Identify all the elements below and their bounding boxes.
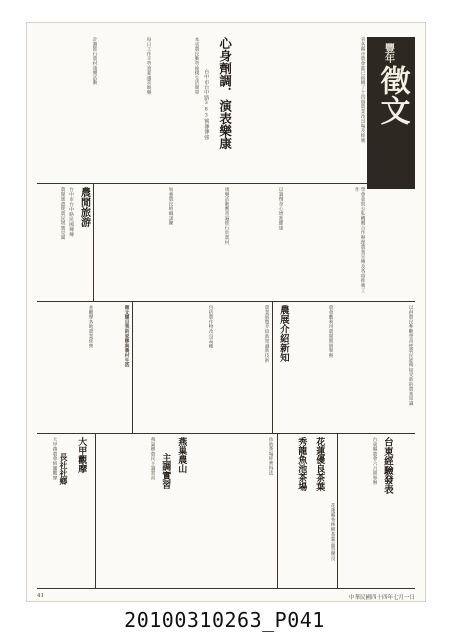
article-text: 以調劑身心增進健康 bbox=[278, 187, 283, 231]
article-text: 包括農作物改良品種 bbox=[208, 305, 213, 349]
headline-yuchi: 秀龍魚池茶場 bbox=[296, 437, 307, 491]
page-number: 41 bbox=[37, 593, 44, 599]
divider-rule bbox=[37, 183, 367, 184]
article-text: 農業展覽介紹新知識新技術 bbox=[264, 305, 269, 363]
article-text: 農閒旅遊使農民增廣見聞 bbox=[60, 187, 65, 240]
article-text: 以供農民參觀學習使農民能夠接受新的農業知識 bbox=[408, 305, 413, 406]
essay-notice: 徵文題目我的家鄉與農村生活 bbox=[124, 305, 129, 368]
divider-rule bbox=[93, 183, 94, 301]
article-text: 康樂活動應普遍推行於農村 bbox=[224, 187, 229, 245]
article-text: 計劃推行農村康樂活動 bbox=[92, 37, 97, 85]
divider-rule bbox=[272, 301, 273, 433]
section-title-box bbox=[367, 37, 415, 189]
divider-rule bbox=[37, 433, 415, 434]
divider-rule bbox=[37, 588, 415, 589]
headline-kangle: 心身劑調．演表樂康 bbox=[217, 37, 233, 150]
article-text: 省各縣市農會都已組織了十四個農業改良場及推廣 bbox=[360, 37, 365, 143]
headline-travel: 農閒旅游 bbox=[78, 187, 90, 227]
article-text: 魚池茶場經營得法 bbox=[268, 437, 273, 476]
article-text: 農會應利用農閒期間舉辦 bbox=[328, 305, 333, 358]
headline-yanchao-sub: 主調實習 bbox=[160, 453, 171, 489]
headline-byline: 台中市台中路383號傳傳強 bbox=[203, 69, 210, 140]
headline-taitung: 台東經驗發表 bbox=[381, 437, 393, 494]
article-text: 台東縣農會六月間舉辦 bbox=[372, 437, 377, 485]
section-title-small: 豐年 bbox=[382, 43, 394, 63]
scanned-page bbox=[27, 23, 425, 601]
article-text: 大甲鎮農會組團觀摩 bbox=[52, 437, 57, 481]
page-content bbox=[37, 33, 415, 601]
headline-dajia-sub: 長社社鄉 bbox=[59, 453, 69, 485]
archive-id-caption: 20100310263_P041 bbox=[124, 608, 325, 632]
article-text: 花蓮縣秀林鄉茶葉品質優良 bbox=[330, 503, 335, 561]
divider-rule bbox=[37, 301, 415, 302]
divider-rule bbox=[277, 433, 278, 588]
headline-dajia: 大甲觀摩 bbox=[76, 437, 87, 473]
article-text: 燕巢鄉農民主調實習 bbox=[150, 437, 155, 481]
issue-date: 中華民國四十四年七月一日 bbox=[348, 595, 415, 601]
headline-new-knowledge: 農展介紹新知 bbox=[277, 305, 289, 362]
article-text: 學會並與公私機關合作辦理農業宣傳及各項推廣工作 bbox=[354, 187, 365, 293]
headline-byline: 台中市台中路民國傳傳 bbox=[67, 187, 73, 237]
divider-rule bbox=[337, 433, 338, 588]
divider-rule bbox=[132, 301, 133, 433]
headline-hualien: 花蓮優良茶葉 bbox=[314, 437, 325, 491]
headline-yanchao: 燕巢農山 bbox=[176, 437, 187, 473]
article-text: 加強農民組織訓練 bbox=[168, 187, 173, 226]
divider-rule bbox=[95, 433, 96, 588]
article-text: 每日工作辛勞須要適當娛樂 bbox=[146, 37, 151, 95]
section-title-big: 徵文 bbox=[374, 65, 410, 125]
article-text: 並觀摩各地農業經營 bbox=[88, 305, 93, 349]
article-text: 本省農民勤勞儉樸生活簡單 bbox=[194, 37, 199, 95]
